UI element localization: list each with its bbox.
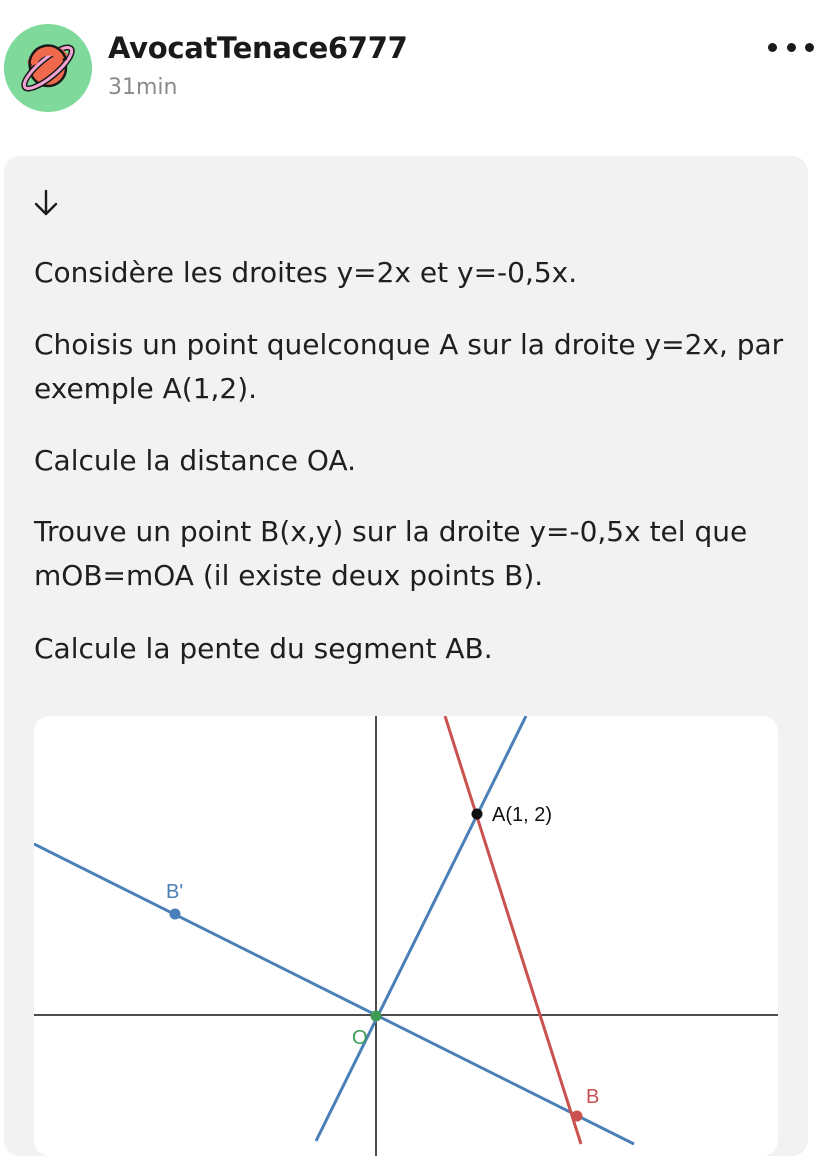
label-b-prime: B'	[166, 881, 184, 903]
line-y-minus-half-x	[34, 844, 634, 1144]
more-options-dot	[787, 43, 796, 52]
line-ab	[445, 716, 581, 1144]
username[interactable]: AvocatTenace6777	[108, 31, 408, 65]
paragraph-point-b: Trouve un point B(x,y) sur la droite y=-0,5x tel que mOB=mOA (il existe deux points B).	[34, 515, 748, 592]
more-options-icon	[768, 43, 777, 52]
point-b	[572, 1111, 583, 1122]
paragraph-slope: Calcule la pente du segment AB.	[34, 632, 493, 665]
planet-icon	[4, 24, 92, 112]
post-header	[0, 0, 824, 140]
avatar[interactable]	[4, 24, 92, 112]
point-a	[472, 809, 483, 820]
more-options-dot	[805, 43, 814, 52]
paragraph-lines: Considère les droites y=2x et y=-0,5x.	[34, 256, 578, 289]
geometry-graph	[34, 716, 778, 1156]
label-a: A(1, 2)	[492, 804, 553, 826]
more-options-button[interactable]	[764, 30, 818, 64]
line-y-2x	[316, 716, 526, 1141]
paragraph-distance: Calcule la distance OA.	[34, 444, 357, 477]
point-o	[371, 1011, 382, 1022]
paragraph-point-a: Choisis un point quelconque A sur la droite y=2x, par exemple A(1,2).	[34, 328, 784, 405]
graph-svg	[34, 716, 778, 1156]
label-o: O	[352, 1027, 368, 1049]
label-b: B	[586, 1086, 600, 1108]
arrow-down-icon	[32, 188, 60, 218]
point-b-prime	[170, 909, 181, 920]
timestamp: 31min	[108, 75, 178, 100]
post-content-card	[4, 156, 808, 1156]
